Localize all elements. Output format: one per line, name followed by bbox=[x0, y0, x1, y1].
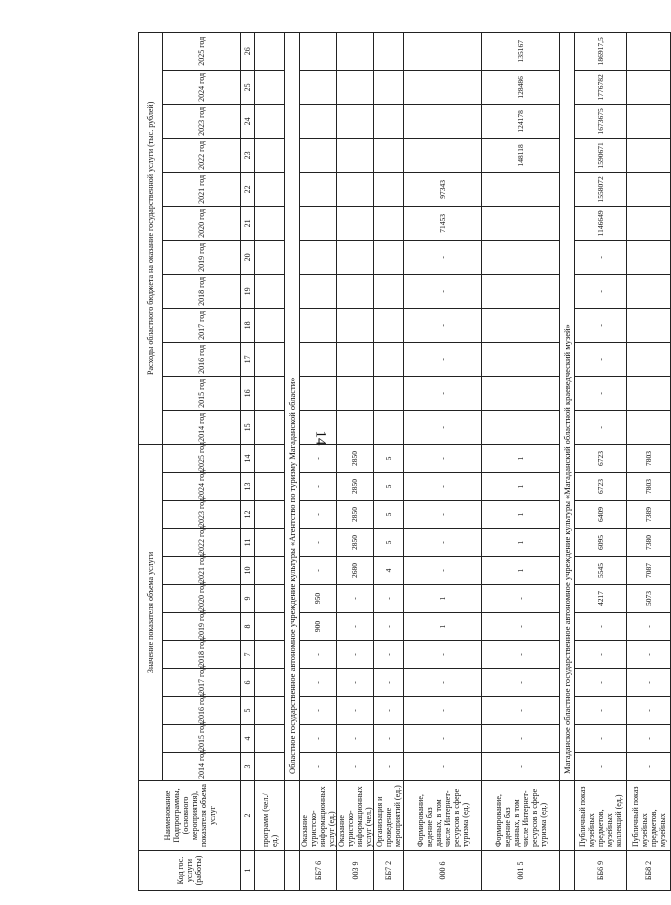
row-value bbox=[374, 206, 404, 240]
row-value: 1146649 bbox=[575, 206, 627, 240]
row-value bbox=[255, 613, 285, 641]
row-value: 2850 bbox=[337, 529, 374, 557]
row-value: - bbox=[404, 529, 482, 557]
column-number: 26 bbox=[241, 32, 255, 70]
row-value: 5 bbox=[374, 529, 404, 557]
row-code: 001 5 bbox=[482, 851, 560, 891]
row-value bbox=[255, 376, 285, 410]
row-value: 1 bbox=[482, 473, 560, 501]
row-value bbox=[255, 104, 285, 138]
expense-year-header: 2015 год bbox=[163, 376, 241, 410]
org-title: Областное государственное автономное учреждение культуры «Агентство по туризму Магаданской области» bbox=[285, 32, 300, 780]
row-value bbox=[255, 753, 285, 781]
row-value: 97343 bbox=[404, 172, 482, 206]
row-value: - bbox=[575, 641, 627, 669]
row-value bbox=[255, 725, 285, 753]
row-value bbox=[404, 32, 482, 70]
row-value: 7380 bbox=[627, 529, 671, 557]
row-value bbox=[374, 376, 404, 410]
row-value bbox=[374, 172, 404, 206]
row-value bbox=[337, 342, 374, 376]
expense-header: Расходы областного бюджета на оказание государственной услуги (тыс. рублей) bbox=[139, 32, 163, 444]
row-value bbox=[255, 697, 285, 725]
row-value: - bbox=[575, 753, 627, 781]
row-value: 6723 bbox=[575, 444, 627, 472]
column-number: 24 bbox=[241, 104, 255, 138]
row-value bbox=[300, 342, 337, 376]
row-value: - bbox=[374, 725, 404, 753]
row-value: 5 bbox=[374, 501, 404, 529]
row-value: - bbox=[337, 753, 374, 781]
row-value bbox=[300, 274, 337, 308]
row-value bbox=[337, 172, 374, 206]
row-value bbox=[627, 138, 671, 172]
row-value bbox=[374, 342, 404, 376]
row-value bbox=[374, 410, 404, 444]
row-value bbox=[482, 342, 560, 376]
row-value bbox=[374, 138, 404, 172]
row-value bbox=[404, 104, 482, 138]
row-value: 5545 bbox=[575, 557, 627, 585]
org-spacer bbox=[285, 851, 300, 891]
expense-year-header: 2019 год bbox=[163, 240, 241, 274]
row-value bbox=[404, 138, 482, 172]
table-row bbox=[300, 32, 337, 890]
row-value: - bbox=[300, 753, 337, 781]
row-value bbox=[374, 308, 404, 342]
column-number: 9 bbox=[241, 585, 255, 613]
row-value: 6095 bbox=[575, 529, 627, 557]
row-name: Оказание туристско-информационных услуг (ед.) bbox=[300, 781, 337, 851]
expense-year-header: 2021 год bbox=[163, 172, 241, 206]
row-value: 2850 bbox=[337, 501, 374, 529]
row-value: - bbox=[627, 697, 671, 725]
volume-header: Значение показателя объема услуги bbox=[139, 444, 163, 780]
row-code: 000 6 bbox=[404, 851, 482, 891]
row-value: - bbox=[627, 613, 671, 641]
row-code: ББ8 2 bbox=[627, 851, 671, 891]
table-row bbox=[404, 32, 482, 890]
row-value: 5 bbox=[374, 444, 404, 472]
row-value: - bbox=[575, 669, 627, 697]
table-row bbox=[575, 32, 627, 890]
column-number: 16 bbox=[241, 376, 255, 410]
volume-year-header: 2021 год bbox=[163, 557, 241, 585]
column-number: 15 bbox=[241, 410, 255, 444]
row-value: - bbox=[337, 725, 374, 753]
row-value bbox=[374, 240, 404, 274]
row-value bbox=[255, 501, 285, 529]
row-value: - bbox=[482, 753, 560, 781]
column-number: 11 bbox=[241, 529, 255, 557]
volume-year-header: 2023 год bbox=[163, 501, 241, 529]
column-number: 13 bbox=[241, 473, 255, 501]
volume-year-header: 2018 год bbox=[163, 641, 241, 669]
row-name: Оказание туристско-информационных услуг (чел.) bbox=[337, 781, 374, 851]
row-value: 1 bbox=[404, 613, 482, 641]
row-value bbox=[627, 206, 671, 240]
row-value: - bbox=[404, 342, 482, 376]
row-value bbox=[255, 585, 285, 613]
row-value: 4 bbox=[374, 557, 404, 585]
expense-table bbox=[138, 32, 671, 891]
row-value bbox=[337, 308, 374, 342]
row-value: - bbox=[337, 641, 374, 669]
row-value: - bbox=[374, 753, 404, 781]
row-value: 1590671 bbox=[575, 138, 627, 172]
row-value bbox=[337, 70, 374, 104]
row-value: 7389 bbox=[627, 501, 671, 529]
row-value bbox=[482, 410, 560, 444]
row-value: 6723 bbox=[575, 473, 627, 501]
row-value bbox=[300, 410, 337, 444]
expense-year-header: 2018 год bbox=[163, 274, 241, 308]
org-row bbox=[285, 32, 300, 890]
row-code: ББ7 2 bbox=[374, 851, 404, 891]
row-value: 7803 bbox=[627, 473, 671, 501]
row-value bbox=[482, 172, 560, 206]
code-header: Код гос. услуги (работы) bbox=[139, 851, 241, 891]
row-value: 1 bbox=[482, 501, 560, 529]
table-row bbox=[374, 32, 404, 890]
row-value: - bbox=[575, 240, 627, 274]
volume-year-header: 2015 год bbox=[163, 725, 241, 753]
row-value bbox=[482, 274, 560, 308]
row-value: - bbox=[482, 669, 560, 697]
table-row bbox=[627, 32, 671, 890]
row-value bbox=[337, 138, 374, 172]
column-number: 3 bbox=[241, 753, 255, 781]
row-value: - bbox=[575, 342, 627, 376]
table-row bbox=[337, 32, 374, 890]
row-value: 1673675 bbox=[575, 104, 627, 138]
row-value bbox=[300, 104, 337, 138]
column-number: 14 bbox=[241, 444, 255, 472]
row-value bbox=[627, 32, 671, 70]
row-value: - bbox=[575, 410, 627, 444]
row-value: - bbox=[374, 585, 404, 613]
row-value bbox=[627, 274, 671, 308]
row-value: - bbox=[337, 585, 374, 613]
volume-year-header: 2019 год bbox=[163, 613, 241, 641]
volume-year-header: 2014 год bbox=[163, 753, 241, 781]
volume-year-header: 2024 год bbox=[163, 473, 241, 501]
expense-year-header: 2024 год bbox=[163, 70, 241, 104]
column-number: 1 bbox=[241, 851, 255, 891]
org-spacer bbox=[285, 781, 300, 851]
row-value: - bbox=[404, 501, 482, 529]
row-value bbox=[337, 410, 374, 444]
row-value: - bbox=[404, 410, 482, 444]
row-value bbox=[255, 529, 285, 557]
row-value: - bbox=[404, 641, 482, 669]
row-value: - bbox=[337, 613, 374, 641]
column-number: 23 bbox=[241, 138, 255, 172]
row-value: - bbox=[300, 725, 337, 753]
row-value bbox=[374, 274, 404, 308]
row-value: 4217 bbox=[575, 585, 627, 613]
row-value bbox=[627, 342, 671, 376]
row-value: - bbox=[337, 697, 374, 725]
org-title: Магаданское областное государственное автономное учреждение культуры «Магаданский областной краеведческий музей» bbox=[560, 32, 575, 780]
row-value: 5 bbox=[374, 473, 404, 501]
row-value bbox=[255, 274, 285, 308]
row-value: 186917,5 bbox=[575, 32, 627, 70]
row-value bbox=[627, 240, 671, 274]
row-code: ББ7 6 bbox=[300, 851, 337, 891]
row-name: программ (чел./ед.) bbox=[255, 781, 285, 851]
volume-year-header: 2017 год bbox=[163, 669, 241, 697]
column-number: 18 bbox=[241, 308, 255, 342]
row-value bbox=[255, 410, 285, 444]
row-value: - bbox=[404, 473, 482, 501]
org-spacer bbox=[560, 851, 575, 891]
expense-year-header: 2022 год bbox=[163, 138, 241, 172]
volume-year-header: 2016 год bbox=[163, 697, 241, 725]
row-value bbox=[255, 444, 285, 472]
row-value bbox=[337, 240, 374, 274]
row-value: - bbox=[404, 240, 482, 274]
expense-year-header: 2020 год bbox=[163, 206, 241, 240]
row-value bbox=[255, 641, 285, 669]
column-number: 17 bbox=[241, 342, 255, 376]
row-value: - bbox=[575, 376, 627, 410]
table-row bbox=[255, 32, 285, 890]
row-value: - bbox=[300, 641, 337, 669]
row-value bbox=[337, 32, 374, 70]
row-value bbox=[627, 410, 671, 444]
column-number: 8 bbox=[241, 613, 255, 641]
row-value: - bbox=[627, 753, 671, 781]
row-value bbox=[300, 138, 337, 172]
column-number: 19 bbox=[241, 274, 255, 308]
column-number: 12 bbox=[241, 501, 255, 529]
row-name: Публичный показ музейных предметов, музейных коллекций (ед.) bbox=[575, 781, 627, 851]
row-value: - bbox=[374, 669, 404, 697]
row-value: 2680 bbox=[337, 557, 374, 585]
rotated-page bbox=[138, 33, 667, 891]
row-value: - bbox=[575, 697, 627, 725]
row-value: - bbox=[575, 725, 627, 753]
column-number: 6 bbox=[241, 669, 255, 697]
row-value bbox=[374, 70, 404, 104]
row-code bbox=[255, 851, 285, 891]
row-value bbox=[255, 70, 285, 104]
row-value: - bbox=[482, 641, 560, 669]
row-value: 148118 bbox=[482, 138, 560, 172]
row-value bbox=[482, 240, 560, 274]
row-value bbox=[337, 104, 374, 138]
name-header: Наименование Подпрограммы, (основного мероприятия), показателя объема услуг bbox=[139, 781, 241, 851]
row-value: 1 bbox=[482, 557, 560, 585]
column-number: 2 bbox=[241, 781, 255, 851]
column-number: 21 bbox=[241, 206, 255, 240]
row-value: 128486 bbox=[482, 70, 560, 104]
expense-year-header: 2017 год bbox=[163, 308, 241, 342]
row-value: - bbox=[374, 613, 404, 641]
row-value: - bbox=[337, 669, 374, 697]
row-name: Формирование, ведение баз данных, в том числе Интернет-ресурсов в сфере туризма (ед.) bbox=[482, 781, 560, 851]
row-value bbox=[482, 206, 560, 240]
row-value: - bbox=[300, 473, 337, 501]
row-value: - bbox=[404, 444, 482, 472]
row-value: 1 bbox=[404, 585, 482, 613]
row-name: Организация и проведение мероприятий (ед.) bbox=[374, 781, 404, 851]
row-value bbox=[627, 376, 671, 410]
row-value: - bbox=[374, 641, 404, 669]
row-value: - bbox=[482, 725, 560, 753]
row-value bbox=[300, 172, 337, 206]
row-value: - bbox=[300, 557, 337, 585]
row-value: - bbox=[482, 613, 560, 641]
row-value bbox=[255, 172, 285, 206]
row-value bbox=[255, 240, 285, 274]
row-value bbox=[255, 669, 285, 697]
column-number: 7 bbox=[241, 641, 255, 669]
row-value: - bbox=[404, 308, 482, 342]
row-value: 1776782 bbox=[575, 70, 627, 104]
row-code: 003 9 bbox=[337, 851, 374, 891]
expense-year-header: 2025 год bbox=[163, 32, 241, 70]
row-value: - bbox=[300, 501, 337, 529]
row-value: 950 bbox=[300, 585, 337, 613]
row-value: - bbox=[575, 613, 627, 641]
column-number: 20 bbox=[241, 240, 255, 274]
row-value bbox=[337, 206, 374, 240]
row-value bbox=[300, 32, 337, 70]
row-value: 71453 bbox=[404, 206, 482, 240]
row-value: - bbox=[374, 697, 404, 725]
row-value: - bbox=[300, 697, 337, 725]
row-value: 2850 bbox=[337, 473, 374, 501]
row-value bbox=[337, 274, 374, 308]
row-value: 1 bbox=[482, 529, 560, 557]
row-value: - bbox=[404, 725, 482, 753]
row-value: 1558072 bbox=[575, 172, 627, 206]
row-value: - bbox=[404, 376, 482, 410]
row-value: - bbox=[404, 557, 482, 585]
column-number: 4 bbox=[241, 725, 255, 753]
row-value bbox=[255, 557, 285, 585]
row-value bbox=[300, 308, 337, 342]
row-value bbox=[337, 376, 374, 410]
row-value: - bbox=[404, 697, 482, 725]
row-value: - bbox=[404, 753, 482, 781]
row-value bbox=[300, 376, 337, 410]
row-value: - bbox=[300, 669, 337, 697]
row-value: - bbox=[300, 529, 337, 557]
row-value bbox=[627, 172, 671, 206]
row-value: 1 bbox=[482, 444, 560, 472]
row-value: 2850 bbox=[337, 444, 374, 472]
org-spacer bbox=[560, 781, 575, 851]
row-value: 135167 bbox=[482, 32, 560, 70]
row-value bbox=[374, 104, 404, 138]
row-code: ББ6 9 bbox=[575, 851, 627, 891]
column-number: 10 bbox=[241, 557, 255, 585]
row-value bbox=[255, 206, 285, 240]
row-value bbox=[627, 308, 671, 342]
row-value bbox=[627, 104, 671, 138]
row-value bbox=[300, 206, 337, 240]
row-value bbox=[627, 70, 671, 104]
row-value bbox=[300, 70, 337, 104]
row-value bbox=[255, 473, 285, 501]
row-value bbox=[482, 376, 560, 410]
column-number: 5 bbox=[241, 697, 255, 725]
row-value bbox=[255, 342, 285, 376]
row-value: 6409 bbox=[575, 501, 627, 529]
row-value: - bbox=[404, 669, 482, 697]
row-value: - bbox=[627, 725, 671, 753]
volume-year-header: 2025 год bbox=[163, 444, 241, 472]
row-value: - bbox=[575, 274, 627, 308]
row-value: 7087 bbox=[627, 557, 671, 585]
row-value: - bbox=[404, 274, 482, 308]
row-value: - bbox=[627, 669, 671, 697]
row-value: 124178 bbox=[482, 104, 560, 138]
row-value bbox=[374, 32, 404, 70]
expense-year-header: 2023 год bbox=[163, 104, 241, 138]
row-name: Публичный показ музейных предметов, музейных bbox=[627, 781, 671, 851]
row-value bbox=[255, 138, 285, 172]
row-value: - bbox=[575, 308, 627, 342]
table-row bbox=[482, 32, 560, 890]
row-value: 7803 bbox=[627, 444, 671, 472]
expense-year-header: 2014 год bbox=[163, 410, 241, 444]
row-name: Формирование, ведение баз данных, в том числе Интернет-ресурсов в сфере туризма (ед.) bbox=[404, 781, 482, 851]
volume-year-header: 2022 год bbox=[163, 529, 241, 557]
column-number: 25 bbox=[241, 70, 255, 104]
org-row bbox=[560, 32, 575, 890]
row-value: - bbox=[300, 444, 337, 472]
row-value: - bbox=[627, 641, 671, 669]
row-value bbox=[255, 308, 285, 342]
row-value bbox=[300, 240, 337, 274]
column-number: 22 bbox=[241, 172, 255, 206]
row-value bbox=[482, 308, 560, 342]
row-value bbox=[255, 32, 285, 70]
row-value bbox=[404, 70, 482, 104]
page-number: 14 bbox=[312, 430, 329, 446]
expense-year-header: 2016 год bbox=[163, 342, 241, 376]
row-value: 5073 bbox=[627, 585, 671, 613]
volume-year-header: 2020 год bbox=[163, 585, 241, 613]
row-value: 900 bbox=[300, 613, 337, 641]
row-value: - bbox=[482, 585, 560, 613]
row-value: - bbox=[482, 697, 560, 725]
